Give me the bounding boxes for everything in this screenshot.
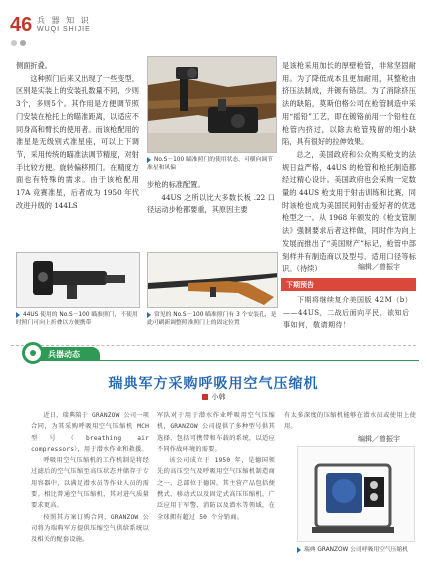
section-header (32, 347, 419, 361)
paragraph: 呼吸用空气压缩机的工作机制是将经过滤后的空气压缩至高压状态并储存于专用容器中，以满足潜水员等作业人员的需要。相比普通空气压缩机，其对进气质量要求更高。 (31, 457, 149, 510)
next-issue-label: 下期预告 (281, 278, 416, 291)
paragraph: 步枪的标准配置。 (147, 180, 205, 189)
paragraph: 侧面折叠。 (16, 61, 52, 70)
paragraph: 按照其方案订购合同，GRANZOW 公司将为瑞典军方提供压缩空气供给系统以及相关的配套设施。 (31, 513, 149, 544)
news-column-2 (157, 410, 275, 523)
article-column-1 (16, 60, 139, 212)
rifle-image (148, 253, 278, 308)
section-divider (11, 345, 416, 346)
caption-marker-icon (147, 312, 151, 318)
author-marker-icon (202, 394, 208, 400)
photo-sight-detail (16, 252, 140, 308)
photo-compressor (297, 446, 415, 542)
header-dot (20, 40, 26, 46)
sight-detail-image (17, 253, 140, 308)
article-author: 小韩 (0, 392, 427, 402)
page-number: 46 (10, 14, 33, 36)
caption-marker-icon (147, 157, 151, 163)
article-column-2 (147, 179, 275, 217)
caption-marker-icon (297, 547, 301, 553)
caption-marker-icon (16, 312, 20, 318)
photo-caption: No.S－100 瞄准照门的使用状态，可横向调节准星和风偏 (147, 157, 273, 172)
photo-sight-mounted (147, 56, 277, 153)
sight-mounted-image (148, 57, 277, 153)
paragraph: 该公司成立于 1950 年，是德国领先的高压空气及呼吸用空气压缩机制造商之一，总部位于德国。其主营产品包括便携式、移动式以及固定式高压压缩机，广泛应用于军警、消防以及潜水等领域，在全球拥有超过 50 个分销商。 (157, 457, 275, 521)
photo-caption: 常见的 No.S－100 瞄准照门有 3 个安装孔，是此可刷新调整照准照门上的固定位置 (147, 312, 277, 327)
paragraph: 总之，美国政府和公众购买枪支的法规日益严格，44US 的枪管和枪托制造都经过精心设计。美国政府也会采购一定数量的 44US 枪支用于射击训练和比赛，同时该枪也成为美国民间射击爱好者的优选枪型之一。从 1968 年颁发的《枪支管制法》强制要求后者这样做，同时作为向上发展而推出了“美国财产”标记，枪管中部刻样并有制造商以及型号、适用口径等标识。（待续） (282, 149, 416, 274)
paragraph: 这种照门后来又出现了一些变型，区别是实装上的安装孔数量不同，少则3个，多则5个。其作用是方便调节照门安装在枪托上的瞄准距离，以适应不同身高和臂长的使用者。而该枪配用的准星是无级别式准星座，可以上下调节，采用传统的瞄准法调节精度，对射手比较方便。旋转偏移照门。在精度方面也有特殊的需求。由于该枪配用 17A 竞赛准星，后者成为 1950 年代改进升级的 144LS (16, 73, 139, 210)
paragraph: 近日，瑞典陪于 GRANZOW 公司一项合同，为其采购呼吸用空气压缩机 MCH 型号（breathing air compressors），用于潜水作业和救援。 (31, 412, 149, 453)
paragraph: 军队对于用于潜水作业呼吸用空气压缩机，GRANZOW 公司提供了多种型号供其选择，包括可携带和车载的系统，以适应不同作战环境的需要。 (157, 412, 275, 453)
section-header-cn: 兵 器 知 识 (37, 16, 91, 25)
next-issue-text: 下期将继续复介美国版 42M（b）——44US，二战后面向平民，欲知后事如何，敬请期待！ (283, 296, 413, 329)
paragraph: 有太多深度的压缩机能够在潜水员或使用上使用。 (284, 412, 416, 431)
news-column-1 (31, 410, 149, 546)
editor-signature: 编辑／曾振宇 (358, 435, 400, 443)
section-header-en: WUQI SHIJIE (37, 26, 91, 33)
section-label: 兵器动态 (32, 347, 100, 361)
header-dot (11, 40, 17, 46)
compressor-image (298, 447, 415, 542)
news-column-3 (284, 410, 416, 433)
paragraph: 44US 之所以比大多数长板 .22 口径运动步枪都要重，其原因主要 (147, 192, 275, 215)
photo-caption: 瑞典 GRANZOW 公司呼吸用空气压缩机 (297, 546, 419, 554)
article-column-3 (282, 60, 416, 276)
section-bullet-icon (22, 342, 44, 364)
editor-signature: 编辑／曾振宇 (358, 263, 400, 271)
photo-rifle (147, 252, 278, 308)
article-title: 瑞典军方采购呼吸用空气压缩机 (108, 376, 319, 392)
paragraph: 是该枪采用加长的厚壁枪管，非常坚固耐用。为了降低成本且更加耐用，其整枪由挤压法制成，并镀有铬层。为了消除挤压法的缺陷，莫斯伯格公司在枪管制造中采用“摇铅”工艺，即在镀铬前用一个铅柱在枪管内挤过，以除去枪管残留的细小缺陷，具有很好的拉伸效果。 (282, 61, 416, 147)
photo-caption: 44US 使用的 No.S－100 瞄准照门，不使用时照门可向上折叠以方便携带 (16, 312, 138, 327)
